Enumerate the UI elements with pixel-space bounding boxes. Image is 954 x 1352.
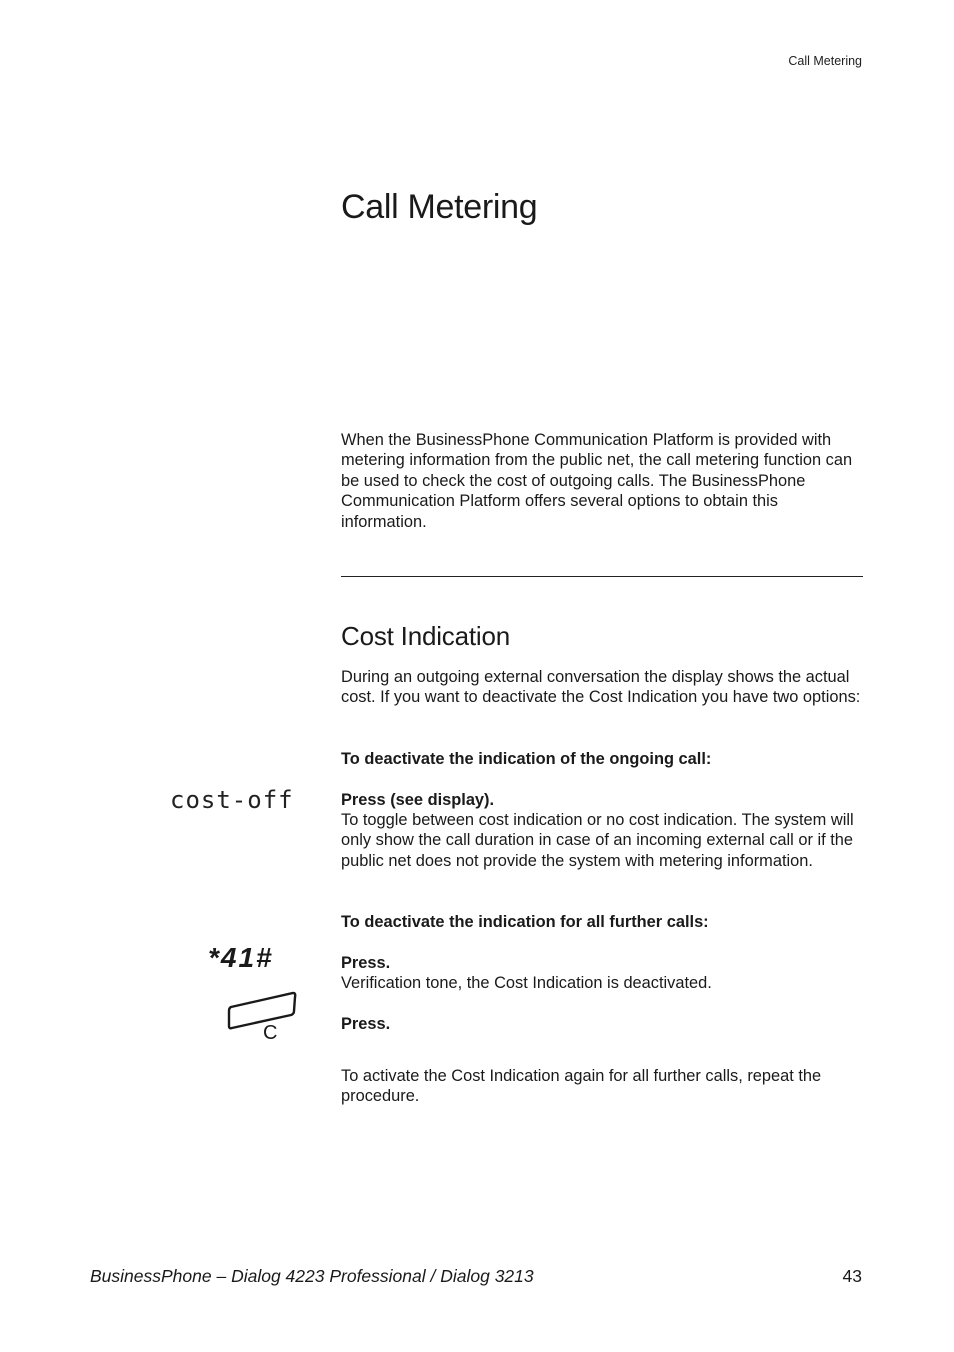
- section-divider: [341, 576, 863, 577]
- option1-description: To toggle between cost indication or no cost indication. The system will only show the call duration in case of an incoming external call or if the public net does not provide the system with metering information.: [341, 811, 854, 870]
- page-number: 43: [842, 1266, 862, 1286]
- option2-heading: To deactivate the indication for all further calls:: [341, 913, 709, 931]
- section-intro: During an outgoing external conversation the display shows the actual cost. If you want to deactivate the Cost Indication you have two options:: [341, 668, 861, 707]
- section-heading: Cost Indication: [341, 621, 510, 651]
- option2-action1: Press.: [341, 954, 391, 972]
- clear-key-icon: [226, 988, 298, 1048]
- code-41-icon: *41#: [208, 942, 274, 973]
- footer-product: BusinessPhone – Dialog 4223 Professional / Dialog 3213: [90, 1266, 534, 1286]
- option1-heading: To deactivate the indication of the ongoing call:: [341, 750, 712, 768]
- option2-action2: Press.: [341, 1015, 391, 1033]
- page-title: Call Metering: [341, 188, 538, 226]
- running-header: Call Metering: [788, 54, 862, 68]
- closing-paragraph: To activate the Cost Indication again for all further calls, repeat the procedure.: [341, 1067, 822, 1106]
- option2-description: Verification tone, the Cost Indication is deactivated.: [341, 974, 712, 992]
- clear-key-label: C: [263, 1022, 278, 1044]
- cost-off-display-icon: cost-off: [170, 786, 294, 814]
- intro-paragraph: When the BusinessPhone Communication Platform is provided with metering information from the public net, the call metering function can be used to check the cost of outgoing calls. The BusinessPhone Communication Platform offers several options to obtain this information.: [341, 431, 853, 531]
- option1-action: Press (see display).: [341, 791, 495, 809]
